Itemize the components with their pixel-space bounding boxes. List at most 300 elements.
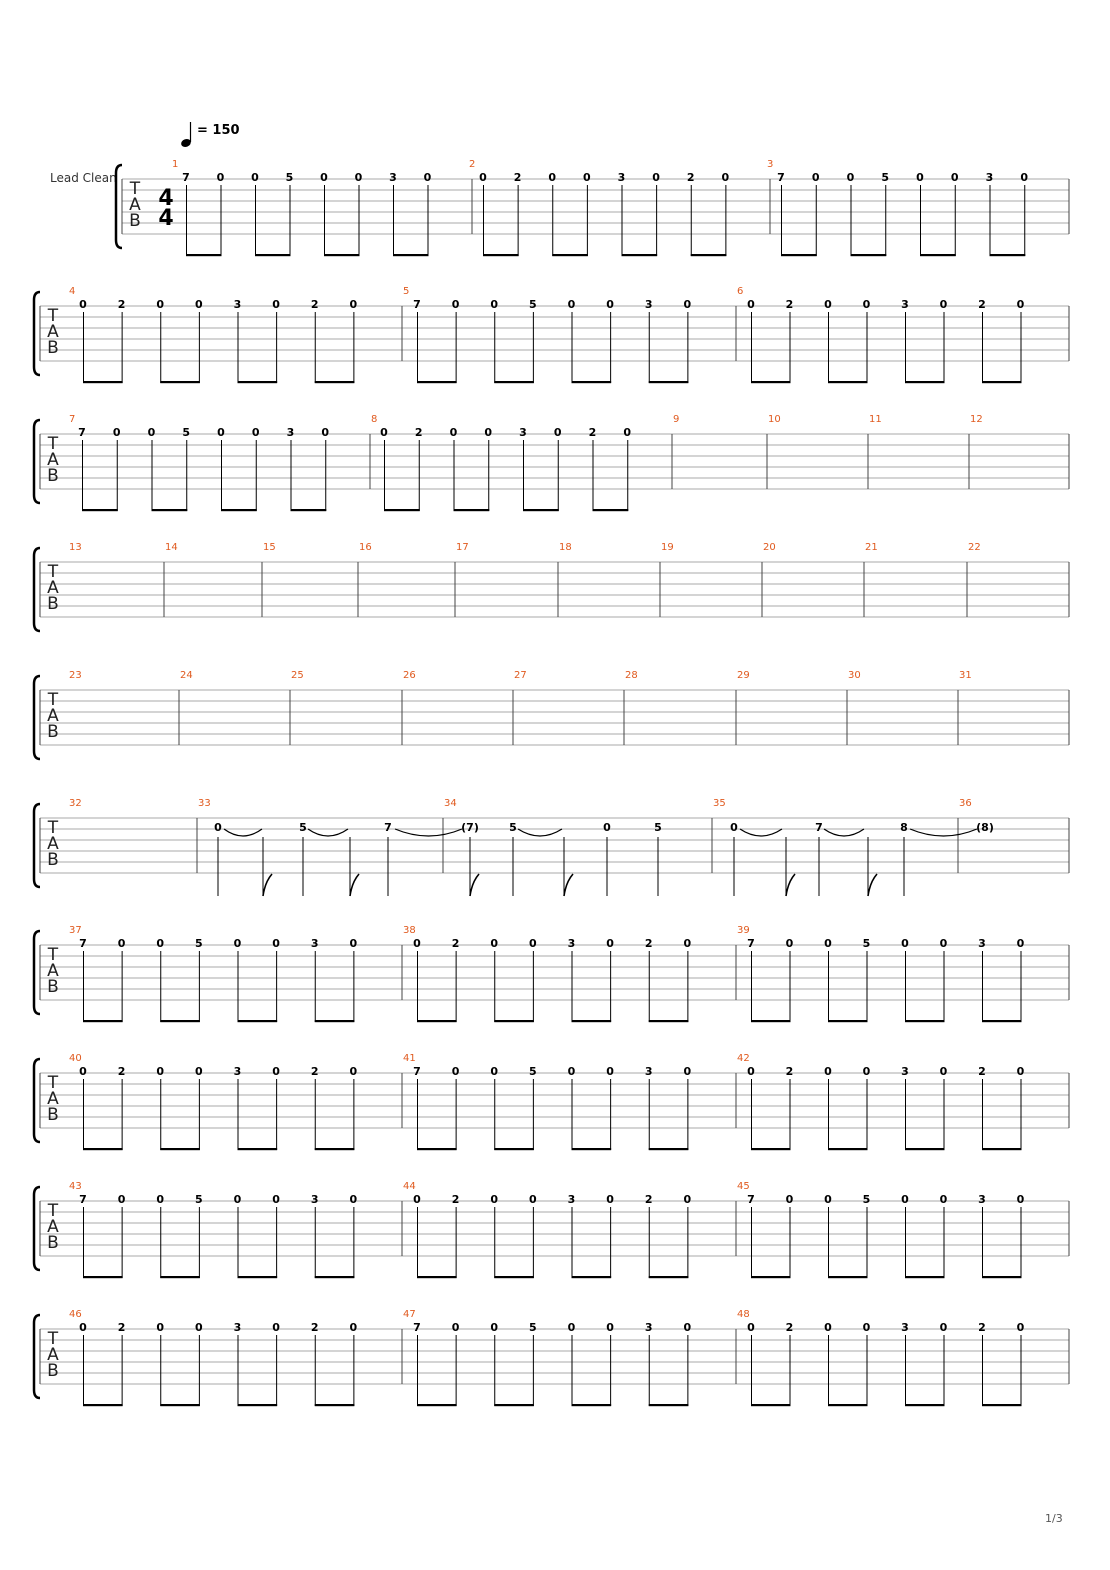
- fret-number: 7: [79, 1193, 87, 1206]
- fret-number: 3: [389, 171, 397, 184]
- measure-number: 38: [403, 925, 416, 936]
- fret-number: 0: [79, 298, 87, 311]
- fret-number: 0: [380, 426, 388, 439]
- fret-number: 0: [233, 937, 242, 950]
- tab-clef-letter: B: [47, 850, 59, 870]
- fret-number: 2: [414, 426, 423, 439]
- fret-number: 0: [901, 937, 909, 950]
- eighth-beam: [572, 1404, 612, 1406]
- tab-clef-letter: B: [47, 1233, 59, 1253]
- fret-number: 3: [978, 937, 986, 950]
- fret-number: 0: [216, 171, 225, 184]
- fret-number: 0: [939, 1065, 948, 1078]
- eighth-beam: [905, 1404, 945, 1406]
- fret-number: 0: [349, 298, 358, 311]
- eighth-beam: [315, 381, 355, 383]
- eighth-beam: [572, 1020, 612, 1022]
- eighth-beam: [315, 1020, 355, 1022]
- fret-number: 0: [747, 1065, 755, 1078]
- fret-number: 2: [310, 298, 319, 311]
- measure-number: 12: [970, 414, 983, 425]
- fret-number: 3: [519, 426, 527, 439]
- fret-number: 0: [354, 171, 363, 184]
- eighth-beam: [572, 1276, 612, 1278]
- fret-number: 2: [644, 937, 653, 950]
- fret-number: 7: [747, 937, 755, 950]
- measure-number: 48: [737, 1309, 750, 1320]
- measure-number: 20: [763, 542, 776, 553]
- tab-clef-letter: A: [47, 834, 59, 854]
- tab-clef-letter: B: [47, 722, 59, 742]
- fret-number: 2: [310, 1321, 319, 1334]
- fret-number: 0: [606, 937, 614, 950]
- eighth-beam: [221, 509, 257, 511]
- measure-number: 3: [767, 159, 774, 170]
- fret-number: 0: [824, 1193, 832, 1206]
- fret-number: 5: [862, 1193, 871, 1206]
- eighth-beam: [160, 1020, 200, 1022]
- fret-number: 2: [978, 1065, 986, 1078]
- measure-number: 28: [625, 670, 638, 681]
- fret-number: 0: [195, 298, 203, 311]
- tab-clef-letter: B: [129, 211, 141, 231]
- fret-number: 0: [1016, 937, 1025, 950]
- measure-number: 26: [403, 670, 416, 681]
- system-bracket: [34, 548, 40, 631]
- measure-number: 46: [69, 1309, 82, 1320]
- eighth-beam: [494, 1020, 534, 1022]
- measure-number: 33: [198, 798, 211, 809]
- tab-clef-letter: T: [47, 434, 59, 454]
- fret-number: 3: [310, 937, 319, 950]
- eighth-beam: [982, 381, 1022, 383]
- fret-number: 7: [747, 1193, 755, 1206]
- tab-clef-letter: B: [47, 1361, 59, 1381]
- eighth-beam: [494, 381, 534, 383]
- fret-number: 5: [654, 821, 662, 834]
- eighth-beam: [160, 1148, 200, 1150]
- fret-number: (8): [976, 821, 994, 834]
- measure-number: 6: [737, 286, 744, 297]
- tab-clef-letter: B: [47, 466, 59, 486]
- eighth-flag: [564, 874, 573, 896]
- measure-number: 43: [69, 1181, 82, 1192]
- tab-clef-letter: B: [47, 1105, 59, 1125]
- fret-number: 3: [286, 426, 295, 439]
- fret-number: 7: [413, 298, 421, 311]
- fret-number: 0: [156, 937, 165, 950]
- fret-number: 5: [195, 937, 203, 950]
- fret-number: 2: [686, 171, 695, 184]
- fret-number: 0: [939, 298, 948, 311]
- eighth-beam: [751, 1404, 791, 1406]
- fret-number: 0: [195, 1065, 203, 1078]
- fret-number: 0: [272, 1193, 280, 1206]
- measure-number: 45: [737, 1181, 750, 1192]
- eighth-beam: [751, 1276, 791, 1278]
- measure-number: 42: [737, 1053, 750, 1064]
- measure-number: 1: [172, 159, 179, 170]
- eighth-beam: [255, 254, 291, 256]
- tab-clef-letter: B: [47, 977, 59, 997]
- fret-number: 2: [785, 298, 794, 311]
- measure-number: 24: [180, 670, 193, 681]
- tab-clef-letter: A: [47, 322, 59, 342]
- slur-tie: [824, 829, 864, 836]
- fret-number: 7: [815, 821, 823, 834]
- eighth-beam: [982, 1276, 1022, 1278]
- fret-number: 3: [310, 1193, 319, 1206]
- measure-number: 18: [559, 542, 572, 553]
- fret-number: 5: [285, 171, 294, 184]
- fret-number: 0: [939, 937, 948, 950]
- eighth-beam: [417, 1148, 457, 1150]
- eighth-flag: [263, 874, 272, 896]
- fret-number: 0: [349, 937, 358, 950]
- eighth-beam: [572, 381, 612, 383]
- fret-number: 0: [1020, 171, 1029, 184]
- eighth-beam: [691, 254, 727, 256]
- eighth-beam: [160, 381, 200, 383]
- eighth-beam: [160, 1276, 200, 1278]
- measure-number: 21: [865, 542, 878, 553]
- fret-number: 0: [413, 1193, 421, 1206]
- fret-number: 0: [747, 298, 755, 311]
- fret-number: 3: [985, 171, 994, 184]
- fret-number: 0: [349, 1065, 358, 1078]
- slur-tie: [308, 829, 348, 836]
- fret-number: 0: [156, 298, 165, 311]
- fret-number: 0: [567, 1065, 576, 1078]
- tab-clef-letter: T: [47, 1201, 59, 1221]
- measure-number: 2: [469, 159, 476, 170]
- measure-number: 36: [959, 798, 972, 809]
- slur-tie: [518, 829, 562, 836]
- eighth-beam: [982, 1148, 1022, 1150]
- fret-number: 0: [721, 171, 730, 184]
- fret-number: 0: [251, 171, 259, 184]
- fret-number: 2: [310, 1065, 319, 1078]
- fret-number: 7: [78, 426, 86, 439]
- measure-number: 25: [291, 670, 304, 681]
- fret-number: 0: [79, 1065, 87, 1078]
- tab-clef-letter: A: [47, 961, 59, 981]
- fret-number: 0: [939, 1321, 948, 1334]
- eighth-beam: [593, 509, 629, 511]
- fret-number: 0: [683, 1193, 692, 1206]
- slur-tie: [395, 829, 462, 836]
- fret-number: 0: [1016, 298, 1025, 311]
- measure-number: 32: [69, 798, 82, 809]
- measure-number: 29: [737, 670, 750, 681]
- measure-number: 22: [968, 542, 981, 553]
- eighth-beam: [982, 1404, 1022, 1406]
- tempo-marking: = 150: [197, 123, 240, 138]
- measure-number: 37: [69, 925, 82, 936]
- measure-number: 10: [768, 414, 781, 425]
- fret-number: 7: [413, 1065, 421, 1078]
- fret-number: 2: [978, 1321, 986, 1334]
- measure-number: 47: [403, 1309, 416, 1320]
- tab-clef-letter: T: [47, 1329, 59, 1349]
- eighth-beam: [384, 509, 420, 511]
- eighth-beam: [238, 1148, 278, 1150]
- fret-number: 0: [272, 1065, 280, 1078]
- eighth-beam: [649, 381, 689, 383]
- fret-number: 5: [529, 1065, 537, 1078]
- fret-number: 3: [233, 1065, 242, 1078]
- eighth-beam: [160, 1404, 200, 1406]
- eighth-beam: [523, 509, 559, 511]
- fret-number: 3: [644, 1321, 653, 1334]
- fret-number: 3: [567, 1193, 576, 1206]
- eighth-beam: [83, 1148, 123, 1150]
- eighth-beam: [920, 254, 956, 256]
- eighth-flag: [868, 874, 877, 896]
- eighth-beam: [905, 1020, 945, 1022]
- fret-number: 0: [683, 298, 692, 311]
- tab-clef-letter: B: [47, 338, 59, 358]
- fret-number: 0: [606, 1065, 614, 1078]
- fret-number: 0: [117, 1193, 126, 1206]
- fret-number: 0: [320, 171, 328, 184]
- fret-number: 0: [811, 171, 820, 184]
- fret-number: 0: [156, 1065, 165, 1078]
- fret-number: 0: [214, 821, 222, 834]
- fret-number: 0: [916, 171, 924, 184]
- fret-number: 2: [785, 1321, 794, 1334]
- eighth-beam: [238, 1404, 278, 1406]
- fret-number: 0: [901, 1193, 909, 1206]
- fret-number: 0: [1016, 1065, 1025, 1078]
- eighth-beam: [751, 381, 791, 383]
- tablature-content: [34, 122, 1069, 1525]
- fret-number: 2: [978, 298, 986, 311]
- eighth-beam: [238, 1276, 278, 1278]
- fret-number: 0: [824, 1321, 832, 1334]
- measure-number: 7: [69, 414, 76, 425]
- eighth-beam: [990, 254, 1026, 256]
- tab-clef-letter: T: [47, 1073, 59, 1093]
- fret-number: 3: [901, 1065, 909, 1078]
- measure-number: 5: [403, 286, 410, 297]
- fret-number: 5: [862, 937, 871, 950]
- fret-number: 0: [824, 298, 832, 311]
- fret-number: 0: [156, 1321, 165, 1334]
- fret-number: 0: [606, 1321, 614, 1334]
- fret-number: 0: [233, 1193, 242, 1206]
- fret-number: 0: [349, 1321, 358, 1334]
- eighth-beam: [781, 254, 817, 256]
- eighth-beam: [417, 1404, 457, 1406]
- fret-number: 0: [950, 171, 959, 184]
- fret-number: 2: [117, 1065, 126, 1078]
- eighth-beam: [751, 1020, 791, 1022]
- eighth-beam: [649, 1404, 689, 1406]
- fret-number: 0: [652, 171, 660, 184]
- eighth-beam: [552, 254, 588, 256]
- fret-number: 2: [117, 298, 126, 311]
- eighth-beam: [494, 1404, 534, 1406]
- eighth-beam: [393, 254, 429, 256]
- fret-number: 0: [451, 1321, 460, 1334]
- time-signature-numerator: 4: [158, 186, 174, 211]
- eighth-beam: [649, 1276, 689, 1278]
- eighth-beam: [828, 1404, 868, 1406]
- eighth-beam: [483, 254, 519, 256]
- tab-clef-letter: T: [47, 945, 59, 965]
- measure-number: 9: [673, 414, 680, 425]
- eighth-beam: [622, 254, 658, 256]
- fret-number: 7: [182, 171, 190, 184]
- fret-number: (7): [461, 821, 479, 834]
- eighth-beam: [851, 254, 887, 256]
- fret-number: 0: [490, 937, 499, 950]
- fret-number: 0: [1016, 1193, 1025, 1206]
- fret-number: 0: [217, 426, 225, 439]
- eighth-beam: [83, 1020, 123, 1022]
- measure-number: 11: [869, 414, 882, 425]
- fret-number: 0: [479, 171, 487, 184]
- fret-number: 3: [233, 1321, 242, 1334]
- fret-number: 0: [451, 1065, 460, 1078]
- fret-number: 7: [777, 171, 785, 184]
- fret-number: 0: [683, 1065, 692, 1078]
- eighth-beam: [238, 1020, 278, 1022]
- fret-number: 0: [603, 821, 611, 834]
- system-bracket: [34, 804, 40, 887]
- fret-number: 5: [182, 426, 191, 439]
- fret-number: 3: [644, 1065, 653, 1078]
- fret-number: 8: [900, 821, 908, 834]
- system-bracket: [116, 165, 122, 248]
- fret-number: 0: [490, 1193, 499, 1206]
- fret-number: 0: [321, 426, 330, 439]
- eighth-beam: [315, 1404, 355, 1406]
- slur-tie: [740, 829, 782, 836]
- fret-number: 2: [513, 171, 522, 184]
- eighth-beam: [417, 381, 457, 383]
- eighth-beam: [315, 1148, 355, 1150]
- fret-number: 0: [156, 1193, 165, 1206]
- fret-number: 0: [567, 298, 576, 311]
- eighth-beam: [494, 1148, 534, 1150]
- fret-number: 0: [583, 171, 591, 184]
- measure-number: 14: [165, 542, 178, 553]
- eighth-beam: [828, 1020, 868, 1022]
- fret-number: 5: [529, 298, 537, 311]
- measure-number: 31: [959, 670, 972, 681]
- fret-number: 3: [233, 298, 242, 311]
- eighth-beam: [291, 509, 327, 511]
- eighth-beam: [828, 1148, 868, 1150]
- measure-number: 44: [403, 1181, 416, 1192]
- fret-number: 2: [588, 426, 597, 439]
- fret-number: 0: [529, 937, 537, 950]
- fret-number: 0: [730, 821, 738, 834]
- track-name: Lead Clean: [50, 171, 117, 185]
- eighth-beam: [649, 1020, 689, 1022]
- fret-number: 0: [824, 1065, 832, 1078]
- eighth-beam: [828, 1276, 868, 1278]
- fret-number: 7: [79, 937, 87, 950]
- fret-number: 0: [147, 426, 156, 439]
- fret-number: 0: [553, 426, 562, 439]
- fret-number: 7: [384, 821, 392, 834]
- fret-number: 3: [567, 937, 576, 950]
- fret-number: 0: [413, 937, 421, 950]
- fret-number: 0: [862, 1065, 871, 1078]
- fret-number: 0: [606, 1193, 614, 1206]
- measure-number: 41: [403, 1053, 416, 1064]
- eighth-beam: [82, 509, 118, 511]
- fret-number: 0: [939, 1193, 948, 1206]
- fret-number: 5: [509, 821, 517, 834]
- measure-number: 16: [359, 542, 372, 553]
- fret-number: 0: [272, 1321, 280, 1334]
- fret-number: 3: [978, 1193, 986, 1206]
- fret-number: 0: [195, 1321, 203, 1334]
- eighth-flag: [350, 874, 359, 896]
- tab-clef-letter: A: [47, 706, 59, 726]
- eighth-beam: [572, 1148, 612, 1150]
- fret-number: 0: [484, 426, 493, 439]
- eighth-beam: [905, 1276, 945, 1278]
- eighth-beam: [828, 381, 868, 383]
- eighth-beam: [238, 381, 278, 383]
- slur-tie: [224, 829, 262, 836]
- fret-number: 0: [449, 426, 458, 439]
- slur-tie: [910, 829, 977, 836]
- fret-number: 0: [423, 171, 432, 184]
- time-signature-denominator: 4: [158, 206, 174, 231]
- fret-number: 0: [1016, 1321, 1025, 1334]
- tab-clef-letter: T: [47, 818, 59, 838]
- tab-clef-letter: A: [129, 195, 141, 215]
- fret-number: 0: [349, 1193, 358, 1206]
- measure-number: 8: [371, 414, 378, 425]
- tab-clef-letter: T: [47, 306, 59, 326]
- fret-number: 0: [683, 937, 692, 950]
- fret-number: 0: [490, 1065, 499, 1078]
- measure-number: 13: [69, 542, 82, 553]
- measure-number: 30: [848, 670, 861, 681]
- fret-number: 0: [862, 1321, 871, 1334]
- measure-number: 27: [514, 670, 527, 681]
- measure-number: 40: [69, 1053, 82, 1064]
- fret-number: 2: [644, 1193, 653, 1206]
- measure-number: 4: [69, 286, 76, 297]
- eighth-beam: [417, 1276, 457, 1278]
- fret-number: 0: [846, 171, 855, 184]
- system-bracket: [34, 420, 40, 503]
- fret-number: 0: [451, 298, 460, 311]
- system-bracket: [34, 931, 40, 1014]
- measure-number: 23: [69, 670, 82, 681]
- measure-number: 34: [444, 798, 457, 809]
- eighth-beam: [83, 381, 123, 383]
- fret-number: 0: [117, 937, 126, 950]
- fret-number: 0: [251, 426, 260, 439]
- fret-number: 5: [881, 171, 890, 184]
- fret-number: 0: [785, 937, 794, 950]
- eighth-beam: [315, 1276, 355, 1278]
- eighth-beam: [494, 1276, 534, 1278]
- fret-number: 0: [529, 1193, 537, 1206]
- eighth-beam: [982, 1020, 1022, 1022]
- eighth-beam: [649, 1148, 689, 1150]
- fret-number: 3: [644, 298, 653, 311]
